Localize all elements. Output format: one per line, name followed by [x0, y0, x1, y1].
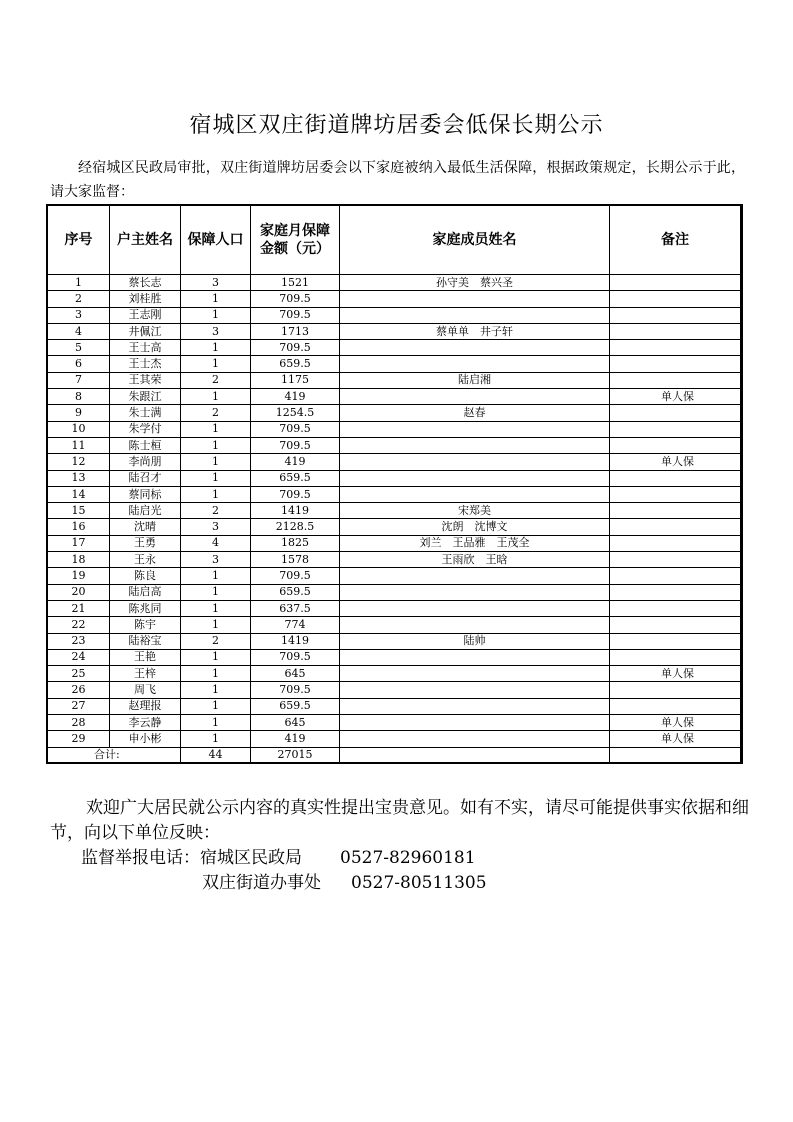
cell-members [340, 698, 610, 714]
table-row [48, 568, 741, 584]
cell-people: 1 [181, 307, 251, 323]
cell-note [610, 470, 741, 486]
cell-no: 24 [48, 649, 110, 665]
cell-amount: 709.5 [251, 649, 340, 665]
cell-no: 4 [48, 323, 110, 339]
intro-paragraph: 经宿城区民政局审批，双庄街道牌坊居委会以下家庭被纳入最低生活保障，根据政策规定，长期公示于此，请大家监督： [50, 160, 745, 200]
table-body [48, 275, 741, 748]
cell-members [340, 715, 610, 731]
cell-people: 3 [181, 552, 251, 568]
cell-householder: 陆启高 [110, 584, 181, 600]
header-note: 备注 [610, 206, 741, 275]
cell-no: 15 [48, 503, 110, 519]
cell-members [340, 437, 610, 453]
cell-amount: 1419 [251, 633, 340, 649]
header-amount-line2: 金额（元） [260, 241, 330, 257]
closing-section [50, 796, 750, 896]
cell-people: 1 [181, 421, 251, 437]
cell-members [340, 731, 610, 747]
cell-note [610, 486, 741, 502]
cell-note: 单人保 [610, 389, 741, 405]
cell-no: 3 [48, 307, 110, 323]
cell-no: 13 [48, 470, 110, 486]
table-header-row [48, 206, 741, 275]
cell-people: 2 [181, 633, 251, 649]
cell-people: 3 [181, 519, 251, 535]
cell-householder: 李云静 [110, 715, 181, 731]
cell-amount: 2128.5 [251, 519, 340, 535]
cell-amount: 659.5 [251, 356, 340, 372]
cell-people: 3 [181, 323, 251, 339]
cell-people: 1 [181, 584, 251, 600]
cell-note [610, 405, 741, 421]
cell-no: 12 [48, 454, 110, 470]
cell-householder: 李尚朋 [110, 454, 181, 470]
cell-members: 刘兰 王品雅 王茂全 [340, 535, 610, 551]
table-row [48, 421, 741, 437]
cell-note [610, 698, 741, 714]
cell-no: 16 [48, 519, 110, 535]
cell-no: 22 [48, 617, 110, 633]
cell-householder: 沈晴 [110, 519, 181, 535]
cell-note [610, 552, 741, 568]
cell-members: 陆帅 [340, 633, 610, 649]
cell-members [340, 389, 610, 405]
closing-paragraph: 欢迎广大居民就公示内容的真实性提出宝贵意见。如有不实，请尽可能提供事实依据和细节，向以下单位反映： [50, 798, 749, 843]
cell-members [340, 486, 610, 502]
table-row [48, 698, 741, 714]
cell-amount: 419 [251, 454, 340, 470]
cell-no: 1 [48, 275, 110, 291]
cell-amount: 419 [251, 389, 340, 405]
cell-amount: 709.5 [251, 682, 340, 698]
cell-householder: 蔡同标 [110, 486, 181, 502]
cell-note [610, 323, 741, 339]
cell-people: 1 [181, 682, 251, 698]
cell-members: 赵春 [340, 405, 610, 421]
cell-no: 9 [48, 405, 110, 421]
table-row [48, 503, 741, 519]
cell-no: 23 [48, 633, 110, 649]
table-row [48, 356, 741, 372]
cell-people: 1 [181, 389, 251, 405]
header-people: 保障人口 [181, 206, 251, 275]
table-row [48, 633, 741, 649]
cell-members [340, 617, 610, 633]
cell-no: 11 [48, 437, 110, 453]
cell-no: 28 [48, 715, 110, 731]
total-label: 合计: [48, 747, 181, 763]
cell-householder: 王永 [110, 552, 181, 568]
cell-people: 1 [181, 600, 251, 616]
total-members-cell [340, 747, 610, 763]
cell-members: 宋郑美 [340, 503, 610, 519]
table-row [48, 600, 741, 616]
cell-members [340, 454, 610, 470]
table-row [48, 649, 741, 665]
cell-householder: 王士杰 [110, 356, 181, 372]
cell-note [610, 275, 741, 291]
cell-people: 3 [181, 275, 251, 291]
cell-householder: 王志刚 [110, 307, 181, 323]
contact-phone-1: 0527-82960181 [340, 848, 476, 868]
cell-members: 陆启湘 [340, 372, 610, 388]
cell-note: 单人保 [610, 454, 741, 470]
table-row [48, 405, 741, 421]
cell-people: 1 [181, 454, 251, 470]
cell-note [610, 568, 741, 584]
contact-org-2: 双庄街道办事处 [202, 873, 321, 893]
cell-members [340, 600, 610, 616]
cell-householder: 陈兆同 [110, 600, 181, 616]
table-row [48, 323, 741, 339]
cell-members [340, 568, 610, 584]
cell-householder: 申小彬 [110, 731, 181, 747]
cell-note [610, 649, 741, 665]
cell-people: 1 [181, 617, 251, 633]
cell-members [340, 307, 610, 323]
cell-no: 7 [48, 372, 110, 388]
cell-amount: 709.5 [251, 307, 340, 323]
cell-amount: 659.5 [251, 698, 340, 714]
header-amount [251, 206, 340, 275]
header-householder: 户主姓名 [110, 206, 181, 275]
cell-householder: 蔡长志 [110, 275, 181, 291]
cell-people: 1 [181, 649, 251, 665]
cell-no: 27 [48, 698, 110, 714]
contact-org-1: 宿城区民政局 [200, 848, 302, 868]
cell-people: 1 [181, 698, 251, 714]
cell-people: 2 [181, 372, 251, 388]
cell-householder: 陆启光 [110, 503, 181, 519]
cell-amount: 1521 [251, 275, 340, 291]
cell-no: 2 [48, 291, 110, 307]
cell-amount: 774 [251, 617, 340, 633]
cell-amount: 709.5 [251, 486, 340, 502]
table-row [48, 535, 741, 551]
table-row [48, 519, 741, 535]
cell-householder: 王梓 [110, 666, 181, 682]
hotline-label: 监督举报电话： [81, 848, 200, 868]
cell-householder: 王艳 [110, 649, 181, 665]
cell-amount: 1825 [251, 535, 340, 551]
cell-householder: 陆裕宝 [110, 633, 181, 649]
table-row [48, 682, 741, 698]
cell-note [610, 584, 741, 600]
assistance-roster-table [47, 205, 741, 764]
cell-amount: 1578 [251, 552, 340, 568]
cell-people: 1 [181, 715, 251, 731]
cell-members [340, 649, 610, 665]
cell-people: 1 [181, 340, 251, 356]
table-row [48, 454, 741, 470]
cell-people: 1 [181, 437, 251, 453]
cell-amount: 659.5 [251, 584, 340, 600]
cell-members [340, 682, 610, 698]
cell-no: 8 [48, 389, 110, 405]
header-members: 家庭成员姓名 [340, 206, 610, 275]
cell-householder: 赵理报 [110, 698, 181, 714]
cell-no: 14 [48, 486, 110, 502]
cell-no: 29 [48, 731, 110, 747]
table-row [48, 552, 741, 568]
cell-amount: 419 [251, 731, 340, 747]
table-row [48, 666, 741, 682]
cell-members: 孙守美 蔡兴圣 [340, 275, 610, 291]
table-row [48, 731, 741, 747]
cell-people: 1 [181, 666, 251, 682]
cell-no: 17 [48, 535, 110, 551]
cell-note [610, 421, 741, 437]
cell-amount: 709.5 [251, 340, 340, 356]
cell-note [610, 437, 741, 453]
header-no: 序号 [48, 206, 110, 275]
cell-no: 10 [48, 421, 110, 437]
cell-note: 单人保 [610, 666, 741, 682]
cell-amount: 1254.5 [251, 405, 340, 421]
page-title: 宿城区双庄街道牌坊居委会低保长期公示 [189, 113, 604, 138]
total-people: 44 [181, 747, 251, 763]
cell-householder: 周飞 [110, 682, 181, 698]
cell-people: 4 [181, 535, 251, 551]
cell-note [610, 633, 741, 649]
cell-note [610, 519, 741, 535]
cell-amount: 645 [251, 666, 340, 682]
cell-no: 25 [48, 666, 110, 682]
table-row [48, 617, 741, 633]
cell-people: 1 [181, 486, 251, 502]
cell-members [340, 356, 610, 372]
cell-people: 1 [181, 470, 251, 486]
cell-people: 1 [181, 291, 251, 307]
cell-note: 单人保 [610, 715, 741, 731]
table-row [48, 291, 741, 307]
cell-householder: 陆召才 [110, 470, 181, 486]
cell-note [610, 291, 741, 307]
cell-members: 沈朗 沈博文 [340, 519, 610, 535]
cell-amount: 659.5 [251, 470, 340, 486]
cell-householder: 朱学付 [110, 421, 181, 437]
cell-amount: 1713 [251, 323, 340, 339]
cell-members [340, 291, 610, 307]
cell-people: 1 [181, 356, 251, 372]
table-row [48, 584, 741, 600]
cell-amount: 637.5 [251, 600, 340, 616]
cell-no: 20 [48, 584, 110, 600]
total-amount: 27015 [251, 747, 340, 763]
cell-note [610, 340, 741, 356]
table-row [48, 372, 741, 388]
table-row [48, 486, 741, 502]
cell-householder: 王勇 [110, 535, 181, 551]
cell-amount: 645 [251, 715, 340, 731]
cell-people: 2 [181, 503, 251, 519]
cell-note [610, 307, 741, 323]
cell-note [610, 600, 741, 616]
table-row [48, 275, 741, 291]
cell-no: 21 [48, 600, 110, 616]
total-note-cell [610, 747, 741, 763]
cell-no: 6 [48, 356, 110, 372]
cell-members [340, 584, 610, 600]
cell-householder: 朱跟江 [110, 389, 181, 405]
cell-amount: 1419 [251, 503, 340, 519]
header-amount-line1: 家庭月保障 [260, 223, 330, 239]
hotline-line-1 [50, 846, 750, 871]
cell-people: 2 [181, 405, 251, 421]
table-row [48, 470, 741, 486]
cell-householder: 陈良 [110, 568, 181, 584]
contact-phone-2: 0527-80511305 [351, 873, 487, 893]
cell-members: 蔡单单 井子轩 [340, 323, 610, 339]
cell-no: 26 [48, 682, 110, 698]
total-row [48, 747, 741, 763]
hotline-line-2 [50, 871, 750, 896]
cell-members [340, 470, 610, 486]
cell-members [340, 340, 610, 356]
cell-note [610, 535, 741, 551]
cell-no: 19 [48, 568, 110, 584]
cell-no: 5 [48, 340, 110, 356]
table-row [48, 340, 741, 356]
cell-householder: 陈士桓 [110, 437, 181, 453]
cell-householder: 刘桂胜 [110, 291, 181, 307]
cell-note [610, 356, 741, 372]
cell-note [610, 617, 741, 633]
cell-householder: 井佩江 [110, 323, 181, 339]
cell-note: 单人保 [610, 731, 741, 747]
cell-householder: 朱士满 [110, 405, 181, 421]
cell-no: 18 [48, 552, 110, 568]
cell-householder: 陈宇 [110, 617, 181, 633]
cell-members [340, 421, 610, 437]
cell-people: 1 [181, 568, 251, 584]
cell-amount: 1175 [251, 372, 340, 388]
table-row [48, 307, 741, 323]
cell-householder: 王其荣 [110, 372, 181, 388]
table-row [48, 437, 741, 453]
table-row [48, 389, 741, 405]
cell-amount: 709.5 [251, 437, 340, 453]
cell-members [340, 666, 610, 682]
cell-amount: 709.5 [251, 421, 340, 437]
table-row [48, 715, 741, 731]
cell-note [610, 682, 741, 698]
cell-note [610, 372, 741, 388]
cell-note [610, 503, 741, 519]
cell-amount: 709.5 [251, 291, 340, 307]
cell-amount: 709.5 [251, 568, 340, 584]
cell-householder: 王士高 [110, 340, 181, 356]
cell-members: 王雨欣 王晗 [340, 552, 610, 568]
cell-people: 1 [181, 731, 251, 747]
